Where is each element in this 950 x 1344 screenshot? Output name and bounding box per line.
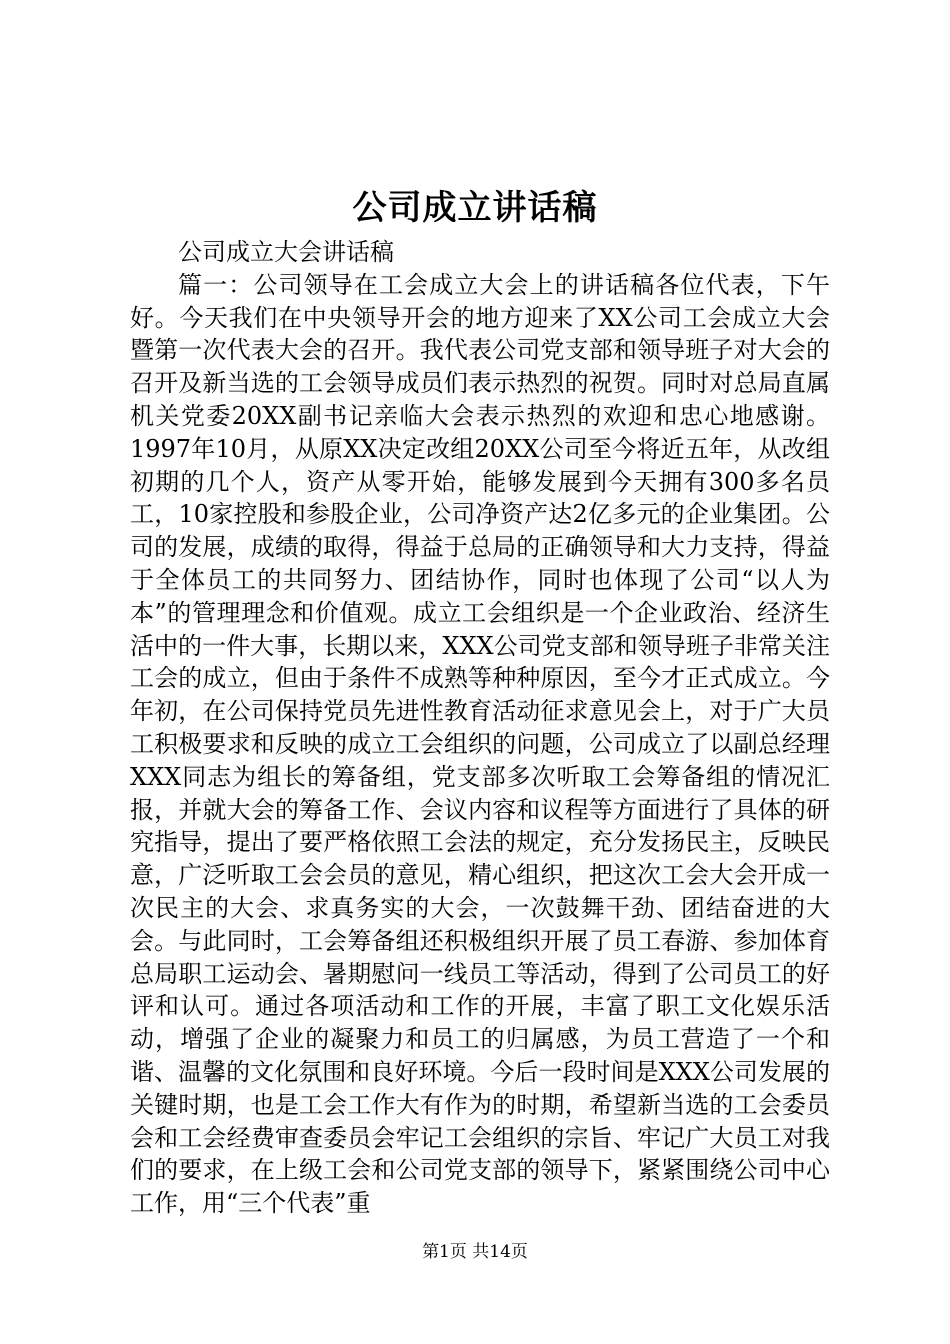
document-body — [130, 236, 830, 1220]
document-subtitle: 公司成立大会讲话稿 — [178, 238, 394, 266]
document-title: 公司成立讲话稿 — [352, 188, 598, 228]
page-footer: 第1页 共14页 — [422, 1242, 528, 1262]
body-paragraph: 篇一：公司领导在工会成立大会上的讲话稿各位代表，下午好。今天我们在中央领导开会的地方迎来了XX公司工会成立大会暨第一次代表大会的召开。我代表公司党支部和领导班子对大会的召开及新当选的工会领导成员们表示热烈的祝贺。同时对总局直属机关党委20XX副书记亲临大会表示热烈的欢迎和忠心地感谢。1997年10月，从原XX决定改组20XX公司至今将近五年，从改组初期的几个人，资产从零开始，能够发展到今天拥有300多名员工，10家控股和参股企业，公司净资产达2亿多元的企业集团。公司的发展，成绩的取得，得益于总局的正确领导和大力支持，得益于全体员工的共同努力、团结协作，同时也体现了公司“以人为本”的管理理念和价值观。成立工会组织是一个企业政治、经济生活中的一件大事，长期以来，XXX公司党支部和领导班子非常关注工会的成立，但由于条件不成熟等种种原因，至今才正式成立。今年初，在公司保持党员先进性教育活动征求意见会上，对于广大员工积极要求和反映的成立工会组织的问题，公司成立了以副总经理XXX同志为组长的筹备组，党支部多次听取工会筹备组的情况汇报，并就大会的筹备工作、会议内容和议程等方面进行了具体的研究指导，提出了要严格依照工会法的规定，充分发扬民主，反映民意，广泛听取工会会员的意见，精心组织，把这次工会大会开成一次民主的大会、求真务实的大会，一次鼓舞干劲、团结奋进的大会。与此同时，工会筹备组还积极组织开展了员工春游、参加体育总局职工运动会、暑期慰问一线员工等活动，得到了公司员工的好评和认可。通过各项活动和工作的开展，丰富了职工文化娱乐活动，增强了企业的凝聚力和员工的归属感，为员工营造了一个和谐、温馨的文化氛围和良好环境。今后一段时间是XXX公司发展的关键时期，也是工会工作大有作为的时期，希望新当选的工会委员会和工会经费审查委员会牢记工会组织的宗旨、牢记广大员工对我们的要求，在上级工会和公司党支部的领导下，紧紧围绕公司中心工作，用“三个代表”重 — [130, 270, 830, 1218]
